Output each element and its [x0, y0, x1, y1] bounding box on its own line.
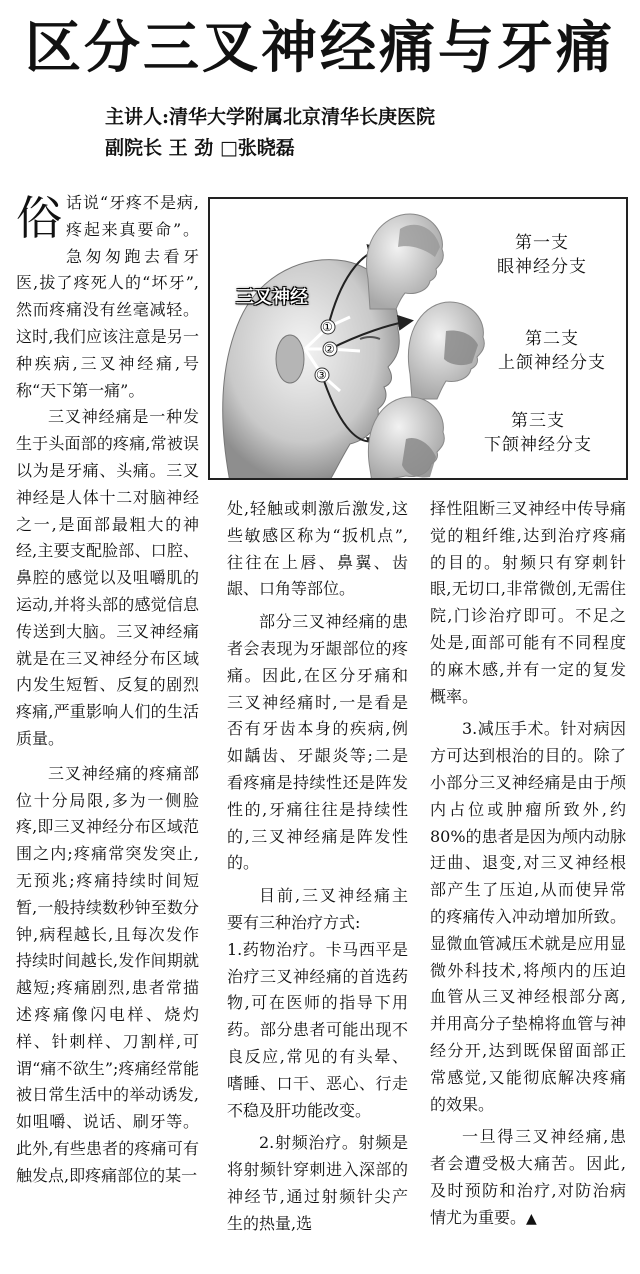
branch-3-name: 下颌神经分支	[484, 435, 592, 455]
col3-para-2: 3.减压手术。针对病因方可达到根治的目的。除了小部分三叉神经痛是由于颅内占位或肿瘤所致外,约80%的患者是因为颅内动脉迂曲、退变,对三叉神经根部产生了压迫,从而使异常的疼痛传入冲动增加所致。显微血管减压术就是应用显微外科技术,将颅内的压迫血管从三叉神经根部分离,并用高分子垫棉将血管与神经分开,达到既保留面部正常感觉,又能彻底解决疼痛的效果。	[430, 719, 626, 1114]
marker-1: ①	[322, 320, 333, 334]
col2-para-4: 1.药物治疗。卡马西平是治疗三叉神经痛的首选药物,可在医师的指导下用药。部分患者可能出现不良反应,常见的有头晕、嗜睡、口干、恶心、行走不稳及肝功能改变。	[227, 939, 408, 1120]
column-1	[16, 190, 199, 1268]
branch-1-label	[482, 231, 602, 279]
col2-para-3: 目前,三叉神经痛主要有三种治疗方式:	[227, 886, 408, 932]
small-head-2	[408, 302, 484, 399]
branch-2-title: 第二支	[525, 329, 579, 349]
col3-para-3	[430, 1124, 626, 1232]
small-head-3	[368, 397, 444, 480]
marker-2: ②	[324, 342, 335, 356]
col1-para-1-text: 话说“牙疼不是病,疼起来真要命”。急匆匆跑去看牙医,拔了疼死人的“坏牙”,然而疼痛没有丝毫减轻。这时,我们应该注意是另一种疾病,三叉神经痛,号称“天下第一痛”。	[16, 193, 199, 400]
col3-para-3-text: 一旦得三叉神经痛,患者会遭受极大痛苦。因此,及时预防和治疗,对防治病情尤为重要。	[430, 1127, 626, 1227]
byline-speaker: 主讲人:清华大学附属北京清华长庚医院	[105, 106, 436, 128]
col2-para-5: 2.射频治疗。射频是将射频针穿刺进入深部的神经节,通过射频针尖产生的热量,选	[227, 1133, 408, 1233]
col1-para-1	[16, 190, 199, 404]
branch-1-name: 眼神经分支	[497, 257, 587, 277]
col1-para-2: 三叉神经痛是一种发生于头面部的疼痛,常被误以为是牙痛、头痛。三叉神经是人体十二对脑神经之一,是面部最粗大的神经,主要支配脸部、口腔、鼻腔的感觉以及咀嚼肌的运动,并将头部的感觉信息传送到大脑。三叉神经痛就是在三叉神经分布区域内发生短暂、反复的剧烈疼痛,严重影响人们的生活质量。	[16, 407, 199, 748]
column-3	[430, 496, 626, 1268]
col1-para-3: 三叉神经痛的疼痛部位十分局限,多为一侧脸疼,即三叉神经分布区域范围之内;疼痛常突发突止,无预兆;疼痛持续时间短暂,一般持续数秒钟至数分钟,病程越长,且每次发作持续时间越长,发作间期就越短;疼痛剧烈,患者常描述疼痛像闪电样、烧灼样、针刺样、刀割样,可谓“痛不欲生”;疼痛经常能被日常生活中的举动诱发,如咀嚼、说话、刷牙等。此外,有些患者的疼痛可有触发点,即疼痛部位的某一	[16, 763, 199, 1185]
trigeminal-figure	[208, 197, 628, 480]
byline-authors: 副院长 王 劲 □张晓磊	[105, 137, 295, 159]
column-2	[227, 496, 408, 1268]
marker-3: ③	[316, 368, 327, 382]
small-head-1	[366, 214, 443, 309]
article-title: 区分三叉神经痛与牙痛	[25, 16, 615, 81]
nerve-label: 三叉神经	[236, 287, 308, 308]
branch-2-name: 上颌神经分支	[498, 353, 606, 373]
col2-para-1: 处,轻触或刺激后激发,这些敏感区称为“扳机点”,往往在上唇、鼻翼、齿龈、口角等部位。	[227, 499, 408, 599]
end-mark: ▲	[526, 1210, 537, 1227]
col3-para-1: 择性阻断三叉神经中传导痛觉的粗纤维,达到治疗疼痛的目的。射频只有穿刺针眼,无切口,非常微创,无需住院,门诊治疗即可。不足之处是,面部可能有不同程度的麻木感,并有一定的复发概率。	[430, 499, 626, 706]
col2-para-2: 部分三叉神经痛的患者会表现为牙龈部位的疼痛。因此,在区分牙痛和三叉神经痛时,一是看是否有牙齿本身的疾病,例如龋齿、牙龈炎等;二是看疼痛是持续性还是阵发性的,牙痛往往是持续性的,三叉神经痛是阵发性的。	[227, 612, 408, 873]
branch-3-title: 第三支	[511, 411, 565, 431]
drop-cap: 俗	[16, 191, 62, 245]
branch-1-title: 第一支	[515, 233, 569, 253]
branch-2-label	[482, 327, 622, 375]
branch-3-label	[468, 409, 608, 457]
